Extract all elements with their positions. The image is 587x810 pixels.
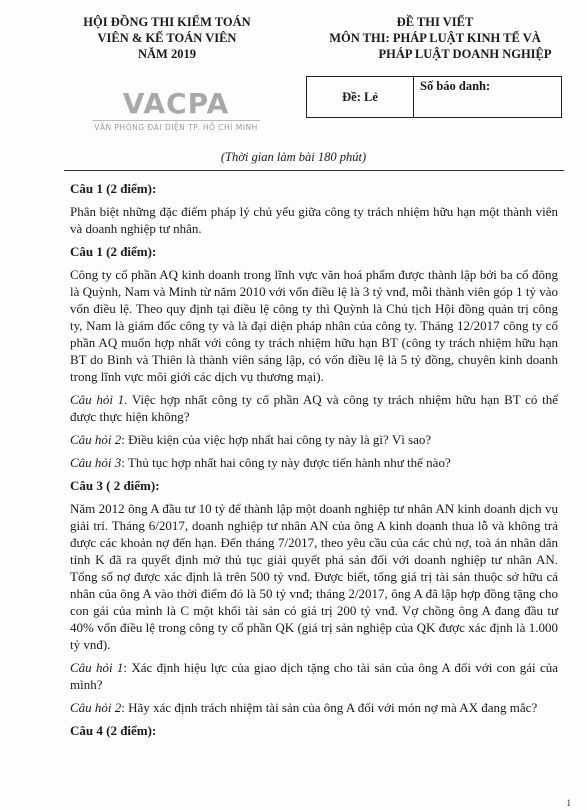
section-paragraph: Năm 2012 ông A đầu tư 10 tỷ để thành lập một doanh nghiệp tư nhân AN kinh doanh dịch vụ giải trí. Tháng 6/2017, doanh nghiệp tư nhân AN của ông A kinh doanh thua lỗ và không trả được các khoản nợ đến hạn. Đến tháng 7/2017, theo yêu cầu của các chủ nợ, toà án nhân dân tỉnh K đã ra quyết định mở thủ tục giải quyết phá sản đối với doanh nghiệp tư nhân AN. Tổng số nợ được xác định là trên 500 tỷ vnđ. Được biết, tổng giá trị tài sản thuộc sở hữu cá nhân của ông A vào thời điểm đó là 50 tỷ vnđ; tháng 2/2017, ông A đã lập hợp đồng tặng cho con gái của mình là C một khối tài sản có giá trị 200 tỷ vnđ. Vợ chồng ông A đang đầu tư 40% vốn điều lệ trong công ty cổ phần QK (giá trị sản nghiệp của QK được xác định là 1.000 tỷ vnđ). [70,501,558,652]
sub-question [70,659,558,693]
council-line-3: NĂM 2019 [138,47,196,61]
section-paragraph: Công ty cổ phần AQ kinh doanh trong lĩnh vực văn hoá phẩm được thành lập bởi ba cổ đông là Quỳnh, Nam và Minh từ năm 2010 với vốn điều lệ là 3 tỷ vnđ, mỗi thành viên góp 1 tỷ vào vốn điều lệ. Theo quy định tại điều lệ công ty thì Quỳnh là Chủ tịch Hội đồng quản trị công ty, Nam là giám đốc công ty và là đại diện pháp nhân của công ty. Tháng 12/2017 công ty cổ phần AQ muốn hợp nhất với công ty trách nhiệm hữu hạn BT (công ty trách nhiệm hữu hạn BT do Bình và Thiên là thành viên sáng lập, có vốn điều lệ là 5 tỷ đồng, chuyên kinh doanh trong lĩnh vực môi giới các dịch vụ thương mại). [70,267,558,384]
time-note: (Thời gian làm bài 180 phút) [220,150,367,164]
header-divider [64,170,564,171]
exam-code: Đề: Lẻ [307,77,414,117]
exam-title-line-2: MÔN THI: PHÁP LUẬT KINH TẾ VÀ [329,31,541,45]
council-header [62,14,272,62]
exam-info-box [306,76,562,118]
sub-question-text: : Thủ tục hợp nhất hai công ty này được tiến hành như thế nào? [121,455,451,470]
sub-question-label: Câu hỏi 2 [70,700,122,715]
sub-question-text: . Việc hợp nhất công ty cổ phần AQ và công ty trách nhiệm hữu hạn BT có thể được thực hiện không? [70,392,558,424]
sub-question [70,699,558,716]
section-paragraph: Phân biệt những đặc điểm pháp lý chủ yếu giữa công ty trách nhiệm hữu hạn một thành viên và doanh nghiệp tư nhân. [70,204,558,236]
sub-question-label: Câu hỏi 2 [70,432,122,447]
sub-question-label: Câu hỏi 1 [70,660,124,675]
sub-question-label: Câu hỏi 3 [70,455,122,470]
sub-question [70,454,558,471]
section-heading: Câu 1 (2 điểm): [70,244,157,259]
council-line-2: VIÊN & KẾ TOÁN VIÊN [97,31,237,45]
exam-title-header [300,14,570,62]
exam-title-line-3: PHÁP LUẬT DOANH NGHIỆP [378,47,552,61]
sub-question-text: : Hãy xác định trách nhiệm tài sản của ông A đối với món nợ mà AX đang mắc? [121,700,538,715]
section-heading: Câu 1 (2 điểm): [70,181,157,196]
sub-question [70,391,558,425]
vacpa-stamp [86,88,266,136]
exam-title-line-1: ĐỀ THI VIẾT [396,15,474,29]
council-line-1: HỘI ĐỒNG THI KIỂM TOÁN [83,15,251,29]
sub-question-label: Câu hỏi 1 [70,392,125,407]
sub-question-text: : Điều kiện của việc hợp nhất hai công ty này là gì? Vì sao? [121,432,432,447]
sub-question [70,431,558,448]
exam-content [70,176,558,745]
section-heading: Câu 3 ( 2 điểm): [70,478,160,493]
sub-question-text: : Xác định hiệu lực của giao dịch tặng cho tài sản của ông A đối với con gái của mình? [70,660,558,692]
section-heading: Câu 4 (2 điểm): [70,723,157,738]
candidate-number-field: Số báo danh: [420,79,491,93]
page-number: 1 [566,798,571,808]
stamp-logo: VACPA [122,87,230,120]
stamp-subtitle: VĂN PHÒNG ĐẠI DIỆN TP. HỒ CHÍ MINH [92,120,260,132]
